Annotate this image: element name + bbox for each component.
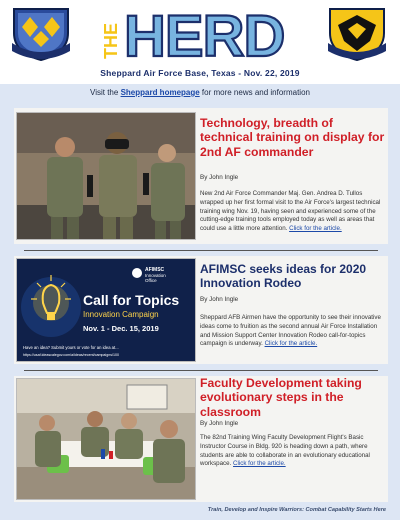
classroom-photo xyxy=(17,379,196,500)
story-photo-call-for-topics[interactable] xyxy=(16,258,196,362)
sheppard-homepage-link[interactable]: Sheppard homepage xyxy=(120,88,200,97)
title-prefix: THE xyxy=(101,23,121,59)
promo-org-line3: Office xyxy=(145,278,157,283)
story-faculty xyxy=(14,376,388,502)
base-and-date: Sheppard Air Force Base, Texas - Nov. 22, 2019 xyxy=(100,68,300,78)
story-byline: By John Ingle xyxy=(200,174,239,181)
promo-title: Call for Topics xyxy=(83,292,180,308)
story-body xyxy=(200,434,384,469)
promo-prompt: Have an idea? Submit yours or vote for an idea at... xyxy=(23,345,119,350)
section-divider xyxy=(24,370,378,371)
story-photo-classroom[interactable] xyxy=(16,378,196,500)
story-byline: By John Ingle xyxy=(200,296,239,303)
story-article-link[interactable]: Click for the article. xyxy=(289,225,342,233)
story-body-text: Sheppard AFB Airmen have the opportunity to see their innovative ideas come to fruition as the second annual Air Force Installation and Mission Support Center Innovation Rodeo call-for-topics campaign is underway. xyxy=(200,314,381,348)
call-for-topics-graphic xyxy=(17,259,196,362)
story-body-text: The 82nd Training Wing Faculty Development Flight's Basic Instructor Course in Bldg. 920 is heading down a path, where students are able to collaborate in an evolutionary educational workspace. xyxy=(200,434,370,468)
story-technology xyxy=(14,108,388,244)
story-photo-vr-training[interactable] xyxy=(16,112,196,240)
visit-prefix: Visit the xyxy=(90,88,119,97)
vr-training-photo xyxy=(17,113,196,240)
promo-subtitle: Innovation Campaign xyxy=(83,310,159,319)
section-divider xyxy=(24,250,378,251)
newsletter-content xyxy=(0,84,400,520)
story-article-link[interactable]: Click for the article. xyxy=(233,460,286,468)
promo-org-line1: AFIMSC xyxy=(145,267,165,273)
story-headline[interactable]: Faculty Development taking evolutionary steps in the classroom xyxy=(200,376,362,419)
story-article-link[interactable]: Click for the article. xyxy=(264,340,318,348)
visit-bar xyxy=(0,88,400,102)
promo-url: https://usaf.ideascalegov.com/a/ideas/recent/campaigns/100 xyxy=(23,353,120,357)
masthead xyxy=(0,0,400,64)
promo-dates: Nov. 1 - Dec. 15, 2019 xyxy=(83,324,159,333)
story-headline[interactable]: AFIMSC seeks ideas for 2020 Innovation Rodeo xyxy=(200,262,367,291)
story-afimsc xyxy=(14,256,388,364)
story-byline: By John Ingle xyxy=(200,420,239,427)
story-body xyxy=(200,314,384,349)
footer-tagline: Train, Develop and Inspire Warriors: Combat Capability Starts Here xyxy=(207,507,386,513)
82nd-training-wing-emblem-icon xyxy=(8,3,74,61)
80th-flying-training-wing-emblem-icon xyxy=(324,3,390,61)
story-body xyxy=(200,190,384,234)
visit-suffix: for more news and information xyxy=(201,88,310,97)
footer xyxy=(0,504,400,520)
the-herd-logo xyxy=(90,2,310,64)
promo-org-line2: Innovation xyxy=(145,273,166,278)
story-body-text: New 2nd Air Force Commander Maj. Gen. Andrea D. Tullos wrapped up her first formal visit to the Air Force's largest technical training wing Nov. 19, having seen and experienced some of the cutting-edge training tools employed today as well as areas that could use a little more attention. xyxy=(200,190,381,233)
story-headline[interactable]: Technology, breadth of technical training on display for 2nd AF commander xyxy=(200,116,385,159)
title-main: HERD xyxy=(124,4,285,64)
